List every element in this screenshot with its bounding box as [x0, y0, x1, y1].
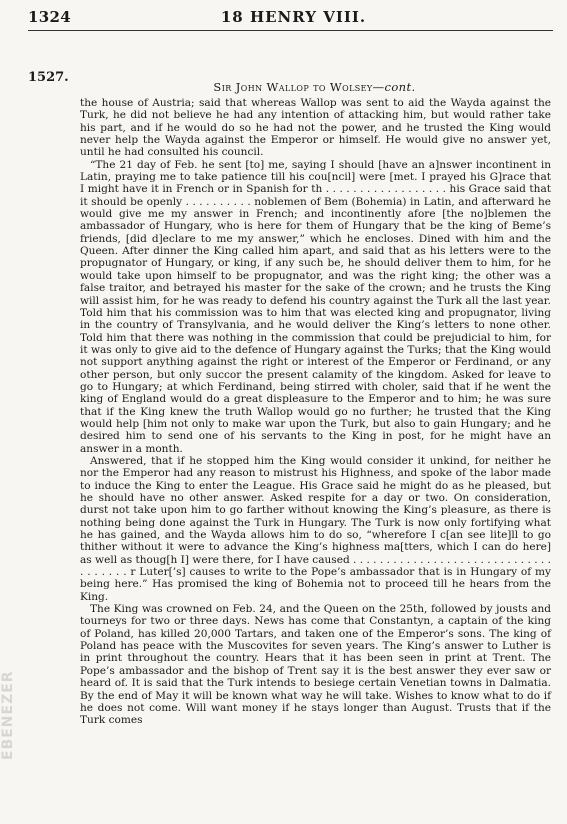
paragraph: Answered, that if he stopped him the King would consider it unkind, for neither he nor the Emperor had any reason to mistrust his Highness, and spoke of the labor made to induce the King to enter the League. His Grace said he might do as he pleased, but he should have no other answer. Asked respite for a day or two. On consideration, durst not take upon him to go farther without knowing the King’s pleasure, as there is nothing being done against the Turk in Hungary. The Turk is now only fortifying what he has gained, and the Wayda allows him to do so, “wherefore I c[an see lite]ll to go thither without it were to advance the King’s highness ma[tters, which I can do here] as well as thoug[h I] were there, for I have caused . . . . . . . . . . . . . . . . . . . . . . . . . . . . . . . . . . . . . r Luter[’s] causes to write to the Pope’s ambassador that is in Hungary of my being here.” Has promised the king of Bohemia not to proceed till he hears from the King. — [80, 454, 551, 603]
letter-heading — [80, 80, 549, 94]
paragraph: “The 21 day of Feb. he sent [to] me, saying I should [have an a]nswer incontinent in Latin, praying me to take patience till his cou[ncil] were [met. I prayed his G]race that I might have it in French or in Spanish for th . . . . . . . . . . . . . . . . . . his Grace said that it should be openly . . . . . . . . . . noblemen of Bem (Bohemia) in Latin, and afterward he would give me my answer in French; and incontinently afore [the no]blemen the ambassador of Hungary, who is here for them of Hungary that be the king of Beme’s friends, [did d]eclare to me my answer,” which he encloses. Dined with him and the Queen. After dinner the King called him apart, and said that as his letters were to the propugnator of Hungary, or king, if any such be, he should deliver them to him, for he would take upon himself to be propugnator, and was the right king; the other was a false traitor, and betrayed his master for the sake of the crown; and he trusts the King will assist him, for he was ready to defend his country against the Turk all the last year. Told him that his commission was to him that was elected king and propugnator, living in the country of Transylvania, and he would deliver the King’s letters to none other. Told him that there was nothing in the commission that could be prejudicial to him, for it was only to give aid to the defence of Hungary against the Turks; that the King would not support anything against the right or interest of the Emperor or Ferdinand, or any other person, but only succor the present calamity of the kingdom. Asked for leave to go to Hungary; at which Ferdinand, being stirred with choler, said that if he went the king of England would do a great displeasure to the Emperor and to him; he was sure that if the King knew the truth Wallop would go no further; he trusted that the King would help [him not only to make war upon the Turk, but also to gain Hungary; and he desired him to send one of his servants to the King in post, for he might have an answer in a month. — [80, 158, 551, 455]
running-title: 18 HENRY VIII. — [220, 8, 367, 26]
header-rule — [28, 30, 553, 31]
letter-heading-title: Sir John Wallop to Wolsey — [213, 80, 373, 94]
letter-heading-suffix: —cont. — [372, 80, 416, 94]
paragraph: the house of Austria; said that whereas Wallop was sent to aid the Wayda against the Turk, he did not believe he had any intention of attacking him, but would rather take his part, and if he would do so he had not the power, and he trusted the King would never help the Wayda against the Emperor or himself. He would give no answer yet, until he had consulted his council. — [80, 97, 551, 159]
page-number: 1324 — [28, 8, 71, 26]
body-text — [80, 97, 551, 727]
margin-year: 1527. — [28, 70, 69, 85]
side-watermark-stamp: EBENEZER — [0, 670, 16, 760]
paragraph: The King was crowned on Feb. 24, and the Queen on the 25th, followed by jousts and tourneys for two or three days. News has come that Constantyn, a captain of the king of Poland, has killed 20,000 Tartars, and taken one of the Emperor’s sons. The king of Poland has peace with the Muscovites for seven years. The King’s answer to Luther is in print throughout the country. Hears that it has been seen in print at Trent. The Pope’s ambassador and the bishop of Trent say it is the best answer they ever saw or heard of. It is said that the Turk intends to besiege certain Venetian towns in Dalmatia. By the end of May it will be known what way he will take. Wishes to know what to do if he does not come. Will want money if he stays longer than August. Trusts that if the Turk comes — [80, 603, 551, 727]
